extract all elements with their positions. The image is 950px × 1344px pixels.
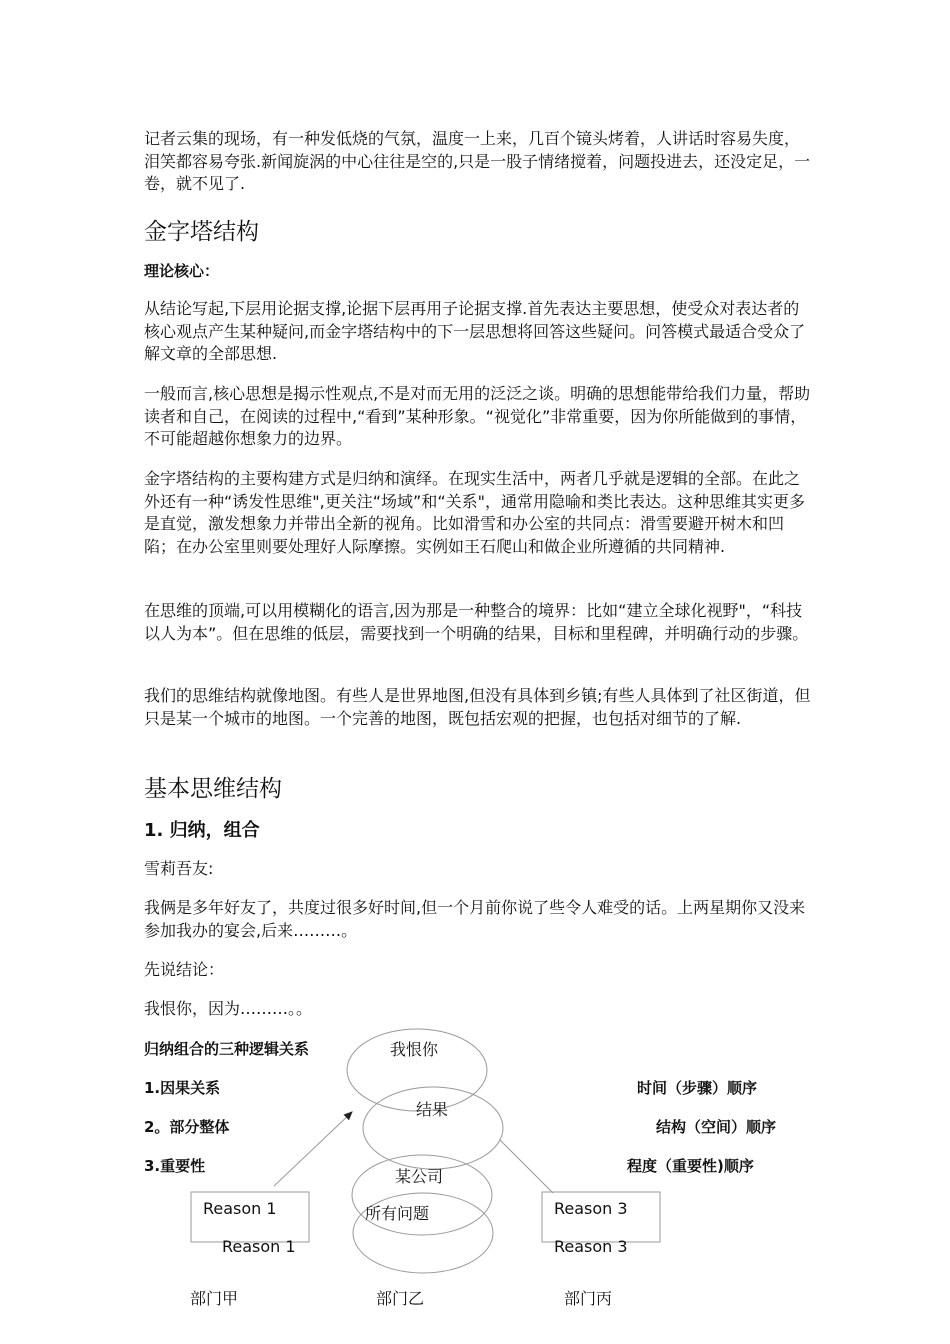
intro-paragraph: 记者云集的现场，有一种发低烧的气氛，温度一上来，几百个镜头烤着，人讲话时容易失度，泪笑都容易夸张.新闻旋涡的中心往往是空的,只是一股子情绪搅着，问题投进去，还没定足，一卷，就不见了. [144, 129, 811, 193]
paragraph-4: 在思维的顶端,可以用模糊化的语言,因为那是一种整合的境界：比如“建立全球化视野"，“科技以人为本”。但在思维的低层，需要找到一个明确的结果，目标和里程碑，并明确行动的步骤。 [144, 601, 809, 643]
paragraph-5: 我们的思维结构就像地图。有些人是世界地图,但没有具体到乡镇;有些人具体到了社区街道，但只是某一个城市的地图。一个完善的地图，既包括宏观的把握，也包括对细节的了解. [144, 686, 811, 728]
diagram-right-item-2: 结构（空间）顺序 [656, 1118, 777, 1136]
box-left-below-label: Reason 1 [222, 1237, 296, 1256]
box-left-label: Reason 1 [203, 1199, 277, 1218]
department-b: 部门乙 [376, 1289, 425, 1308]
line-right [500, 1140, 553, 1193]
ellipse-all-problems-label: 所有问题 [365, 1204, 430, 1223]
hate-line: 我恨你，因为………。。 [144, 999, 313, 1018]
department-a: 部门甲 [190, 1289, 239, 1308]
diagram-right-item-3: 程度（重要性)顺序 [627, 1157, 754, 1175]
letter-greeting: 雪莉吾友: [144, 859, 214, 878]
diagram-left-item-3: 3.重要性 [144, 1157, 206, 1175]
subtitle-theory-core: 理论核心： [144, 262, 220, 280]
ellipse-result-label: 结果 [416, 1100, 449, 1119]
paragraph-1: 从结论写起,下层用论据支撑,论据下层再用子论据支撑.首先表达主要思想，使受众对表达者的核心观点产生某种疑问,而金字塔结构中的下一层思想将回答这些疑问。问答模式最适合受众了解文章的全部思想. [144, 299, 806, 363]
section-title-basic-structure: 基本思维结构 [144, 776, 282, 802]
paragraph-2: 一般而言,核心思想是揭示性观点,不是对而无用的泛泛之谈。明确的思想能带给我们力量，帮助读者和自己，在阅读的过程中,“看到”某种形象。“视觉化”非常重要，因为你所能做到的事情，不可能超越你想象力的边界。 [144, 384, 811, 448]
diagram-left-item-2: 2。部分整体 [144, 1118, 230, 1136]
section-title-pyramid: 金字塔结构 [144, 219, 259, 245]
letter-body: 我俩是多年好友了，共度过很多好时间,但一个月前你说了些令人难受的话。上两星期你又没来参加我办的宴会,后来………。 [144, 898, 806, 940]
subheading-induction: 1. 归纳，组合 [144, 820, 260, 841]
paragraph-3: 金字塔结构的主要构建方式是归纳和演绎。在现实生活中，两者几乎就是逻辑的全部。在此之外还有一种“诱发性思维",更关注“场域”和“关系"，通常用隐喻和类比表达。这种思维其实更多是直觉，激发想象力并带出全新的视角。比如滑雪和办公室的共同点：滑雪要避开树木和凹陷；在办公室里则要处理好人际摩擦。实例如王石爬山和做企业所遵循的共同精神. [144, 469, 805, 556]
arrow-line-left [274, 1112, 352, 1186]
conclusion-first: 先说结论： [144, 960, 225, 979]
diagram-left-title: 归纳组合的三种逻辑关系 [144, 1040, 310, 1058]
diagram-left-item-1: 1.因果关系 [144, 1079, 221, 1097]
ellipse-company-label: 某公司 [395, 1167, 444, 1186]
box-right-label: Reason 3 [554, 1199, 628, 1218]
department-c: 部门丙 [564, 1289, 613, 1308]
box-right-below-label: Reason 3 [554, 1237, 628, 1256]
ellipse-top-label: 我恨你 [390, 1040, 439, 1059]
diagram-right-item-1: 时间（步骤）顺序 [637, 1079, 758, 1097]
